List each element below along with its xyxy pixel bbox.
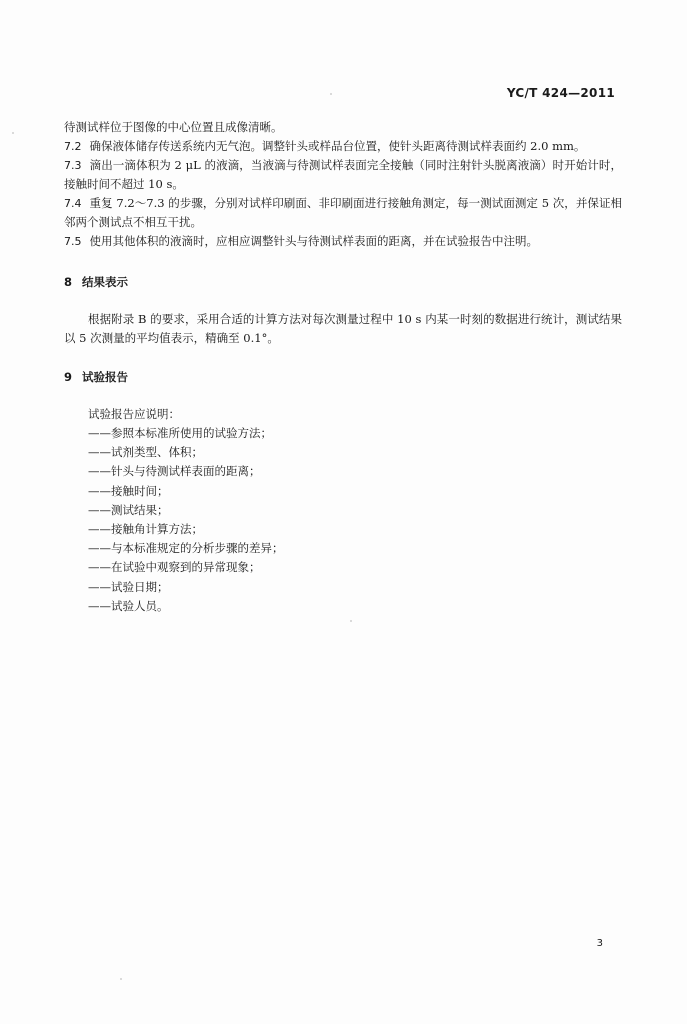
list-item: ——试验人员。 [88, 598, 169, 613]
section-9-intro: 试验报告应说明： [88, 407, 180, 421]
clause-number: 7.4 [64, 197, 82, 210]
list-item: ——接触角计算方法； [88, 522, 203, 537]
list-item: ——与本标准规定的分析步骤的差异； [88, 541, 284, 556]
scan-speck [120, 978, 122, 980]
standard-number: YC/T 424—2011 [506, 86, 615, 100]
clause-text: 滴出一滴体积为 2 μL 的液滴，当液滴与待测试样表面完全接触（同时注射针头脱离液滴）时开始计时，接触时间不超过 10 s。 [64, 158, 622, 191]
scan-speck [12, 132, 14, 134]
clause-text: 重复 7.2～7.3 的步骤，分别对试样印刷面、非印刷面进行接触角测定，每一测试面测定 5 次，并保证相邻两个测试点不相互干扰。 [64, 196, 622, 229]
clause-7-4 [64, 194, 622, 232]
list-item: ——试剂类型、体积； [88, 445, 203, 460]
list-item: ——针头与待测试样表面的距离； [88, 464, 261, 479]
clause-text: 使用其他体积的液滴时，应相应调整针头与待测试样表面的距离，并在试验报告中注明。 [89, 234, 538, 248]
clause-7-5 [64, 232, 622, 251]
list-item: ——接触时间； [88, 483, 169, 498]
section-number: 8 [64, 275, 73, 289]
document-body [64, 118, 622, 616]
section-number: 9 [64, 370, 73, 384]
section-title: 试验报告 [82, 370, 129, 384]
list-item: ——试验日期； [88, 579, 169, 594]
clause-7-3 [64, 156, 622, 194]
scan-speck [330, 93, 332, 95]
report-items-list [64, 424, 622, 616]
section-title: 结果表示 [82, 275, 129, 289]
clause-number: 7.5 [64, 235, 82, 248]
clause-7-2 [64, 137, 622, 156]
section-8-heading [64, 273, 622, 292]
list-item: ——在试验中观察到的异常现象； [88, 560, 261, 575]
clause-text: 确保液体储存传送系统内无气泡。调整针头或样品台位置，使针头距离待测试样表面约 2.0 mm。 [89, 139, 586, 153]
paragraph-continuation: 待测试样位于图像的中心位置且成像清晰。 [64, 120, 283, 134]
section-9-heading [64, 368, 622, 387]
page-number: 3 [596, 938, 603, 949]
list-item: ——参照本标准所使用的试验方法； [88, 426, 272, 440]
section-8-body: 根据附录 B 的要求，采用合适的计算方法对每次测量过程中 10 s 内某一时刻的数据进行统计，测试结果以 5 次测量的平均值表示，精确至 0.1°。 [64, 312, 622, 345]
clause-number: 7.2 [64, 140, 82, 153]
scan-speck [350, 620, 352, 622]
list-item: ——测试结果； [88, 502, 169, 517]
clause-number: 7.3 [64, 159, 82, 172]
